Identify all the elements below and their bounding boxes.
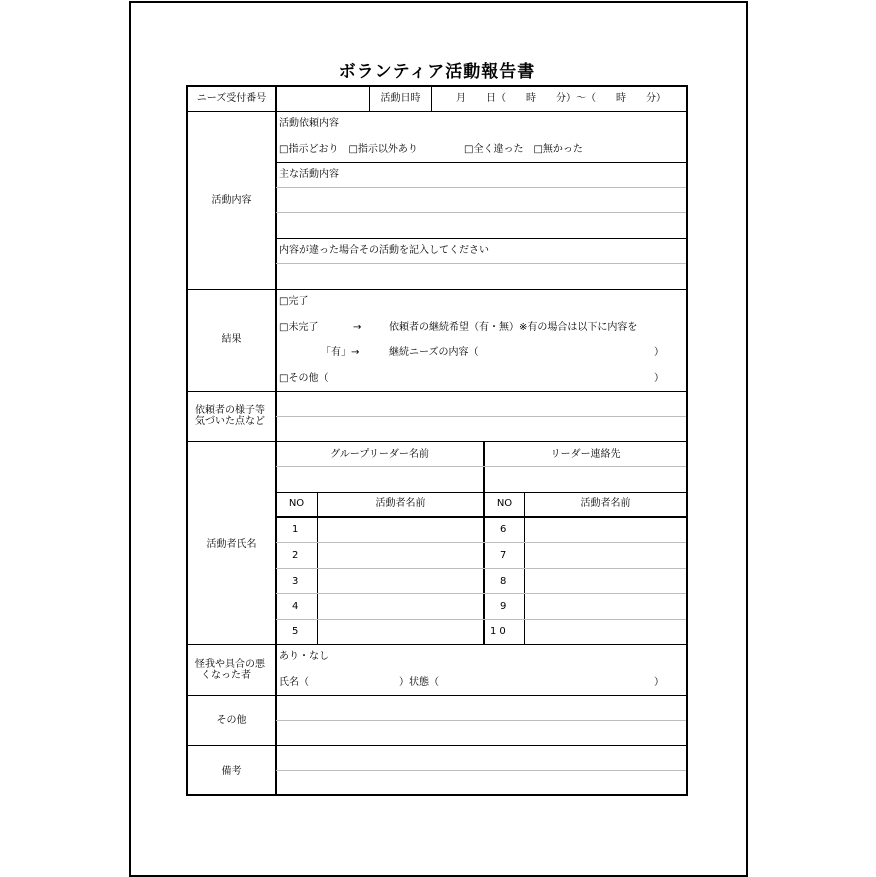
- member-no: 2: [292, 550, 299, 561]
- header-divider-2: [431, 87, 432, 111]
- writing-line: [276, 212, 686, 213]
- instruction-options[interactable]: □指示どおり □指示以外あり: [279, 144, 418, 155]
- writing-line: [276, 263, 686, 264]
- member-row-line: [276, 593, 686, 594]
- injury-label-1: 怪我や具合の悪: [195, 659, 265, 670]
- row-line: [188, 289, 686, 290]
- row-line: [188, 745, 686, 746]
- needs-number-label: ニーズ受付番号: [196, 93, 267, 104]
- member-no: 5: [292, 626, 299, 637]
- row-line: [188, 391, 686, 392]
- members-label: 活動者氏名: [206, 539, 257, 550]
- row-line: [188, 644, 686, 645]
- member-no: 7: [500, 550, 507, 561]
- document-title: ボランティア活動報告書: [338, 62, 536, 82]
- activity-date-field[interactable]: 月 日（ 時 分）～（ 時 分）: [456, 93, 666, 104]
- yes-arrow-label: 「有」→: [321, 347, 360, 358]
- member-no: 8: [500, 576, 507, 587]
- row-line: [188, 695, 686, 696]
- injury-name-state-field[interactable]: 氏名（ ）状態（: [279, 677, 439, 688]
- activity-date-label: 活動日時: [380, 93, 421, 104]
- close-paren: ）: [654, 373, 664, 384]
- result-not-done-checkbox[interactable]: □未完了: [279, 322, 319, 333]
- leader-name-header: グループリーダー名前: [330, 449, 429, 460]
- difference-options[interactable]: □全く違った □無かった: [464, 144, 583, 155]
- request-content-title: 活動依頼内容: [279, 118, 339, 129]
- member-row-line: [276, 568, 686, 569]
- writing-line: [276, 720, 686, 721]
- close-paren: ）: [654, 677, 664, 688]
- member-no: 4: [292, 601, 299, 612]
- no-header-right: NO: [496, 498, 513, 509]
- close-paren: ）: [654, 347, 664, 358]
- member-no: 6: [500, 524, 507, 535]
- row-line: [188, 111, 686, 112]
- row-line: [276, 238, 686, 239]
- member-no: 10: [490, 626, 509, 637]
- report-form: [186, 85, 688, 796]
- other-label: その他: [216, 715, 247, 726]
- row-line: [276, 162, 686, 163]
- arrow-1: →: [353, 322, 362, 333]
- continue-needs-field[interactable]: 継続ニーズの内容（: [389, 347, 479, 358]
- continue-wish-text: 依頼者の継続希望（有・無）※有の場合は以下に内容を: [389, 322, 638, 333]
- writing-line: [276, 770, 686, 771]
- no-header-left: NO: [288, 498, 305, 509]
- activity-label: 活動内容: [211, 195, 252, 206]
- writing-line: [276, 466, 686, 467]
- main-activity-title: 主な活動内容: [279, 169, 339, 180]
- writing-line: [276, 187, 686, 188]
- member-no: 1: [292, 524, 299, 535]
- row-line: [188, 441, 686, 442]
- member-row-line: [276, 542, 686, 543]
- result-other-checkbox[interactable]: □その他（: [279, 373, 329, 384]
- injury-label-2: くなった者: [201, 670, 251, 681]
- result-done-checkbox[interactable]: □完了: [279, 296, 309, 307]
- member-name-header-left: 活動者名前: [375, 498, 426, 509]
- row-line: [276, 492, 686, 493]
- different-activity-title: 内容が違った場合その活動を記入してください: [279, 245, 489, 256]
- client-state-label-2: 気づいた点など: [195, 416, 265, 427]
- result-label: 結果: [221, 334, 242, 345]
- leader-contact-header: リーダー連絡先: [550, 449, 621, 460]
- member-row-line: [276, 619, 686, 620]
- injury-yes-no[interactable]: あり・なし: [279, 651, 329, 662]
- member-name-header-right: 活動者名前: [580, 498, 631, 509]
- member-no: 9: [500, 601, 507, 612]
- member-no: 3: [292, 576, 299, 587]
- writing-line: [276, 416, 686, 417]
- remarks-label: 備考: [221, 766, 242, 777]
- row-line: [276, 516, 686, 518]
- client-state-label-1: 依頼者の様子等: [195, 405, 265, 416]
